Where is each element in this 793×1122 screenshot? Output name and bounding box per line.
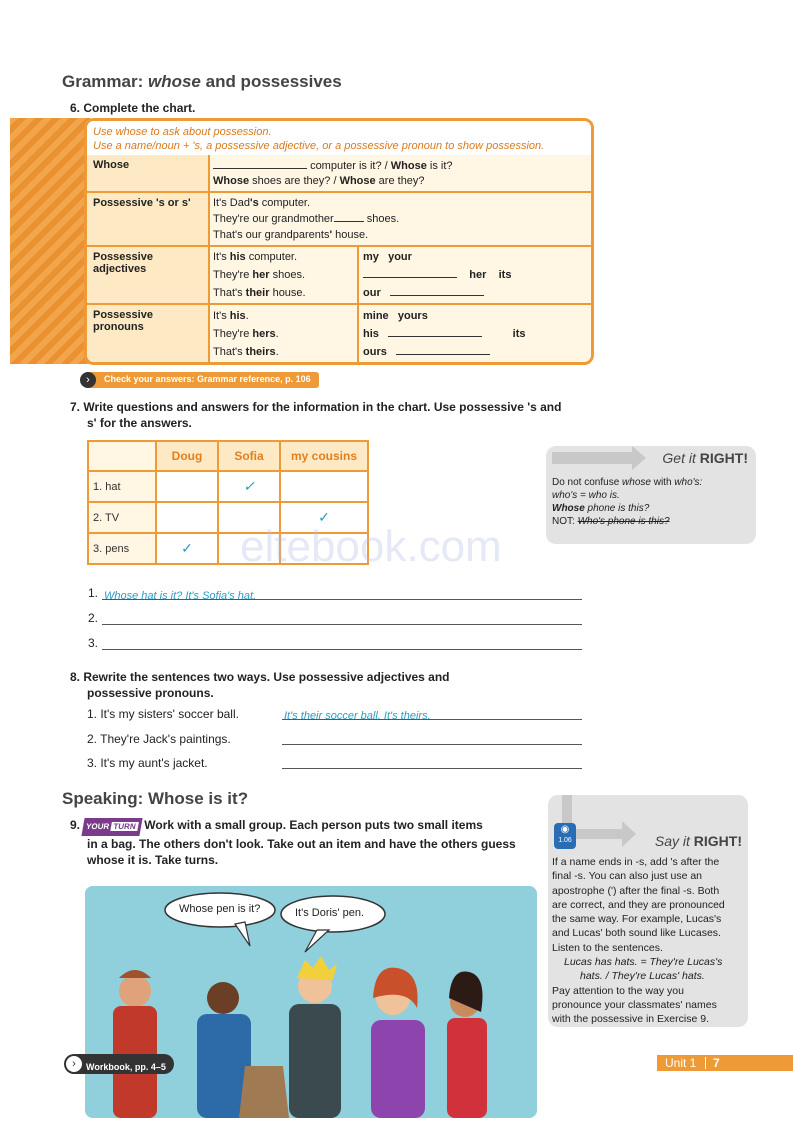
- blank[interactable]: [363, 268, 457, 278]
- check-answers-link[interactable]: Check your answers: Grammar reference, p. 106: [86, 372, 319, 388]
- your-turn-badge: YOUR TURN: [82, 818, 143, 836]
- poss-adj-line-2: They're her shoes.: [213, 269, 305, 281]
- row-label-whose: Whose: [87, 155, 208, 191]
- answer-number: 2.: [88, 611, 99, 625]
- poss-pro-line-1: It's his.: [213, 310, 249, 322]
- ex8-answer-line-3[interactable]: [282, 755, 582, 769]
- arrow-icon: [552, 452, 632, 464]
- say-it-right-box: [548, 795, 748, 1027]
- adj-words-1: my your: [363, 251, 412, 263]
- ex8-item-1: 1. It's my sisters' soccer ball.: [87, 707, 239, 721]
- grammar-chart: [84, 118, 594, 365]
- answer-line-3[interactable]: [102, 636, 582, 650]
- teens-illustration: [85, 886, 537, 1118]
- section-title-speaking: Speaking: Whose is it?: [62, 789, 249, 808]
- get-it-right-title: Get it RIGHT!: [662, 450, 748, 466]
- whose-line-1: computer is it? / Whose is it?: [213, 158, 453, 175]
- poss-pro-line-3: That's theirs.: [213, 346, 279, 358]
- row-label: 3. pens: [88, 533, 156, 564]
- poss-adj-line-3: That's their house.: [213, 287, 306, 299]
- exercise-7-heading: 7. Write questions and answers for the information in the chart. Use possessive 's and s' for the answers.: [70, 400, 562, 430]
- answer-number: 1.: [88, 586, 99, 600]
- get-it-right-text: Do not confuse whose with who's: who's = who is. Whose phone is this? NOT: Who's phone is this?: [552, 477, 703, 527]
- blank[interactable]: [388, 327, 482, 337]
- blank[interactable]: [396, 345, 490, 355]
- check-mark: ✓: [218, 471, 280, 502]
- poss-s-line-2: They're our grandmother shoes.: [213, 213, 400, 225]
- answer-number: 3.: [88, 636, 99, 650]
- poss-adj-line-1: It's his computer.: [213, 251, 298, 263]
- row-label: 1. hat: [88, 471, 156, 502]
- audio-track-icon[interactable]: ◉ 1.06: [554, 823, 576, 849]
- col-sofia: Sofia: [218, 441, 280, 471]
- unit-label: Unit 1: [665, 1056, 697, 1070]
- say-it-right-title: Say it RIGHT!: [654, 833, 742, 849]
- col-my-cousins: my cousins: [280, 441, 368, 471]
- pro-words-3: ours: [363, 344, 490, 361]
- adj-words-2: her its: [363, 267, 511, 284]
- row-label: 2. TV: [88, 502, 156, 533]
- get-it-right-box: [546, 446, 756, 544]
- speech-bubble-2: It's Doris' pen.: [295, 907, 365, 919]
- pro-words-2: his its: [363, 328, 526, 340]
- blank[interactable]: [390, 286, 484, 296]
- page-footer: [657, 1055, 793, 1071]
- person-right: [371, 968, 425, 1118]
- pro-words-1: mine yours: [363, 310, 428, 322]
- poss-pro-line-2: They're hers.: [213, 328, 279, 340]
- page-number: 7: [713, 1056, 720, 1070]
- person-far-right: [447, 972, 487, 1118]
- exercise-6-heading: 6. Complete the chart.: [70, 101, 196, 115]
- workbook-link[interactable]: Workbook, pp. 4–5: [64, 1054, 174, 1074]
- answer-line-1[interactable]: Whose hat is it? It's Sofia's hat.: [102, 586, 582, 600]
- illustration-group-of-teens: [85, 886, 537, 1118]
- col-doug: Doug: [156, 441, 218, 471]
- watermark: eltebook.com: [240, 522, 502, 571]
- person-left: [113, 970, 157, 1118]
- check-mark: ✓: [280, 502, 368, 533]
- adj-words-3: our: [363, 285, 484, 302]
- poss-s-line-1: It's Dad's computer.: [213, 197, 311, 209]
- section-title-grammar: Grammar: whose and possessives: [62, 72, 342, 91]
- chevron-right-icon: ›: [66, 1056, 82, 1072]
- ex8-answer-line-2[interactable]: [282, 731, 582, 745]
- chevron-right-icon: ›: [80, 372, 96, 388]
- row-label-possessive-adjectives: Possessive adjectives: [87, 247, 208, 303]
- exercise-8-heading: 8. Rewrite the sentences two ways. Use possessive adjectives and possessive pronouns.: [70, 670, 450, 700]
- bag: [239, 1066, 289, 1118]
- poss-s-line-3: That's our grandparents' house.: [213, 229, 369, 241]
- blank[interactable]: [213, 159, 307, 169]
- exercise-9-heading: 9. YOUR TURN Work with a small group. Each person puts two small items in a bag. The others don't look. Take out an item and have the others guess whose it is. Take turns.: [70, 818, 516, 867]
- say-it-right-text: If a name ends in -s, add 's after the final -s. You can also just use an apostrophe (') after the final -s. Both are correct, and they are pronounced the same way. For example, Lucas's and Lucas' both sound like Lucases. Listen to the sentences. Lucas has hats. = They're Lucas's hats. / They're Lucas' hats. Pay attention to the way you pronounce your classmates' names with the possessive in Exercise 9.: [552, 856, 725, 1026]
- speech-bubble-1: Whose pen is it?: [179, 903, 261, 915]
- chart-intro: Use whose to ask about possession. Use a name/noun + 's, a possessive adjective, or a possessive pronoun to show possession.: [87, 121, 591, 155]
- whose-line-2: Whose shoes are they? / Whose are they?: [213, 175, 425, 187]
- ex8-answer-line-1[interactable]: It's their soccer ball. It's theirs.: [282, 706, 582, 720]
- row-label-possessive-pronouns: Possessive pronouns: [87, 305, 208, 363]
- row-label-possessive-s: Possessive 's or s': [87, 193, 208, 245]
- check-mark: ✓: [156, 533, 218, 564]
- ex8-item-2: 2. They're Jack's paintings.: [87, 732, 231, 746]
- decorative-stripe: [10, 118, 90, 364]
- blank[interactable]: [334, 212, 364, 222]
- ex8-item-3: 3. It's my aunt's jacket.: [87, 756, 208, 770]
- answer-line-2[interactable]: [102, 611, 582, 625]
